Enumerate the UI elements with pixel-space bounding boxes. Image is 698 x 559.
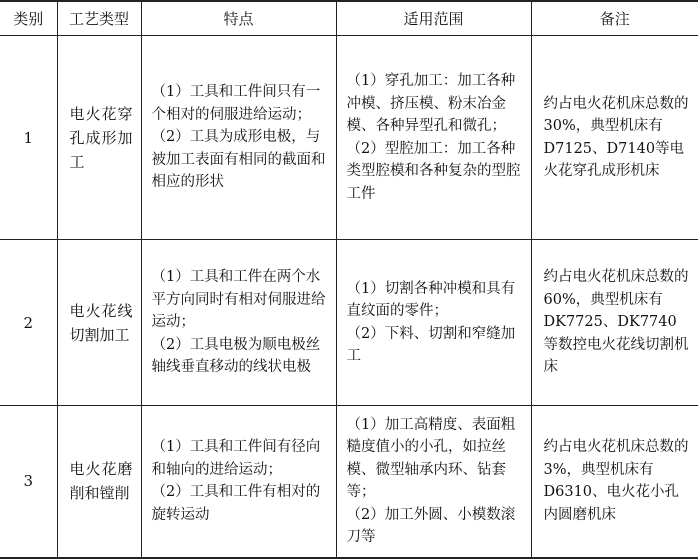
table-row — [0, 36, 698, 240]
features-cell — [141, 240, 336, 406]
category-cell: 1 — [0, 36, 57, 240]
header-scope: 适用范围 — [336, 1, 531, 36]
feature-item: （1）工具和工件间只有一个相对的伺服进给运动； — [151, 84, 321, 123]
scope-item: （2）下料、切割和窄缝加工 — [346, 325, 516, 364]
table-header-row — [0, 1, 698, 36]
scope-cell — [336, 240, 531, 406]
table-row — [0, 240, 698, 406]
scope-item: （1）穿孔加工：加工各种冲模、挤压模、粉末冶金模、各种异型孔和微孔； — [346, 73, 516, 134]
remarks-cell: 约占电火花机床总数的30%，典型机床有D7125、D7140等电火花穿孔成形机床 — [531, 36, 698, 240]
header-features: 特点 — [141, 1, 336, 36]
process-type-cell: 电火花磨削和镗削 — [57, 406, 141, 558]
features-cell — [141, 36, 336, 240]
scope-cell — [336, 36, 531, 240]
category-cell: 3 — [0, 406, 57, 558]
feature-item: （2）工具电极为顺电极丝轴线垂直移动的线状电极 — [151, 336, 321, 376]
scope-item: （1）切割各种冲模和具有直纹面的零件； — [346, 280, 516, 319]
header-category: 类别 — [0, 1, 57, 36]
scope-item: （1）加工高精度、表面粗糙度值小的小孔，如拉丝模、微型轴承内环、钻套等； — [346, 416, 516, 501]
feature-item: （2）工具为成形电极，与被加工表面有相同的截面和相应的形状 — [151, 129, 326, 191]
process-type-cell: 电火花线切割加工 — [57, 240, 141, 406]
feature-item: （1）工具和工件在两个水平方向同时有相对伺服进给运动； — [151, 269, 326, 331]
scope-cell — [336, 406, 531, 558]
category-cell: 2 — [0, 240, 57, 406]
scope-item: （2）型腔加工：加工各种类型腔模和各种复杂的型腔工件 — [346, 140, 521, 202]
table-row — [0, 406, 698, 558]
feature-item: （2）工具和工件有相对的旋转运动 — [151, 484, 321, 523]
scope-item: （2）加工外圆、小模数滚刀等 — [346, 506, 516, 546]
feature-item: （1）工具和工件间有径向和轴向的进给运动； — [151, 439, 321, 478]
header-process-type: 工艺类型 — [57, 1, 141, 36]
header-remarks: 备注 — [531, 1, 698, 36]
remarks-cell: 约占电火花机床总数的3%，典型机床有D6310、电火花小孔内圆磨机床 — [531, 406, 698, 558]
features-cell — [141, 406, 336, 558]
process-type-cell: 电火花穿孔成形加工 — [57, 36, 141, 240]
remarks-cell: 约占电火花机床总数的60%，典型机床有DK7725、DK7740等数控电火花线切割机床 — [531, 240, 698, 406]
